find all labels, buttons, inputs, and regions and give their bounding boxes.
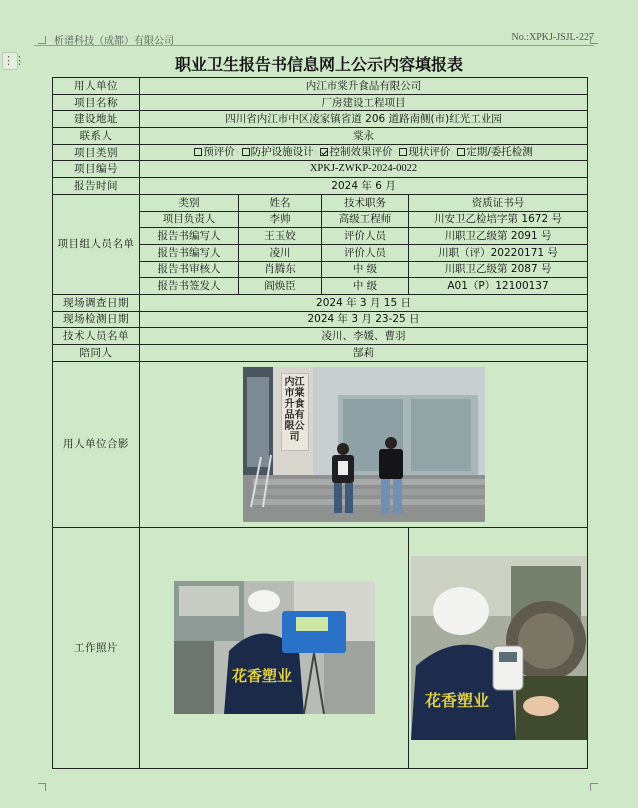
company-sign [281, 373, 309, 451]
work-photo-cell-2 [409, 527, 588, 768]
work-photo-label: 工作照片 [53, 527, 140, 768]
member-role: 报告书编写人 [140, 228, 239, 245]
team-header-row [53, 194, 588, 211]
group-photo-label: 用人单位合影 [53, 361, 140, 527]
address-label: 建设地址 [53, 111, 140, 128]
report-time-label: 报告时间 [53, 178, 140, 195]
member-title: 中 级 [322, 278, 409, 295]
table-row [53, 94, 588, 111]
test-date-label: 现场检测日期 [53, 311, 140, 328]
member-name: 凌川 [239, 244, 322, 261]
table-move-handle-icon[interactable]: ⋮⋮ [2, 52, 18, 70]
category-option[interactable]: 预评价 [194, 146, 235, 158]
document-title: 职业卫生报告书信息网上公示内容填报表 [174, 55, 463, 74]
member-title: 评价人员 [322, 244, 409, 261]
report-time-value: 2024 年 6 月 [140, 178, 588, 195]
survey-date-label: 现场调查日期 [53, 294, 140, 311]
header-doc-number: No.:XPKJ-JSJL-227 [511, 32, 594, 43]
member-role: 报告书编写人 [140, 244, 239, 261]
checkbox-icon [242, 148, 250, 156]
project-no-label: 项目编号 [53, 161, 140, 178]
category-label: 项目类别 [53, 144, 140, 161]
table-row [53, 78, 588, 95]
employer-label: 用人单位 [53, 78, 140, 95]
checkbox-checked-icon [320, 148, 328, 156]
header-company: 析谱科技（成都）有限公司 [54, 36, 174, 47]
member-title: 中 级 [322, 261, 409, 278]
employer-value: 内江市棠升食品有限公司 [140, 78, 588, 95]
group-photo [243, 367, 485, 522]
crop-mark [38, 36, 46, 44]
work-photo-cell-1 [140, 527, 409, 768]
table-row [53, 111, 588, 128]
survey-date-value: 2024 年 3 月 15 日 [140, 294, 588, 311]
member-name: 王玉姣 [239, 228, 322, 245]
table-row [53, 311, 588, 328]
table-row [53, 128, 588, 145]
escort-label: 陪同人 [53, 345, 140, 362]
member-cert: 川安卫乙检培字第 1672 号 [409, 211, 588, 228]
test-date-value: 2024 年 3 月 23-25 日 [140, 311, 588, 328]
page-header [34, 28, 594, 46]
contact-value: 棠永 [140, 128, 588, 145]
member-name: 李帅 [239, 211, 322, 228]
category-options: 预评价· 防护设施设计· 控制效果评价· 现状评价· 定期/委托检测 [140, 144, 588, 161]
crop-mark [590, 36, 598, 44]
work-photo-row [53, 527, 588, 768]
table-row [53, 328, 588, 345]
team-label: 项目组人员名单 [53, 194, 140, 294]
company-sign-text: 内江市棠升食品有限公司 [284, 376, 305, 443]
table-row [53, 178, 588, 195]
tech-staff-value: 凌川、李媛、曹羽 [140, 328, 588, 345]
escort-value: 郜莉 [140, 345, 588, 362]
work-photo-1-image [174, 581, 375, 714]
contact-label: 联系人 [53, 128, 140, 145]
vest-text: 花香塑业 [231, 667, 292, 686]
member-title: 评价人员 [322, 228, 409, 245]
category-option[interactable]: 防护设施设计 [242, 146, 314, 158]
table-row [53, 144, 588, 161]
member-cert: 川职卫乙级第 2087 号 [409, 261, 588, 278]
category-option[interactable]: 控制效果评价 [320, 146, 392, 158]
project-no-value: XPKJ-ZWKP-2024-0022 [140, 161, 588, 178]
table-row [53, 161, 588, 178]
table-row [53, 345, 588, 362]
address-value: 四川省内江市中区凌家镇省道 206 道路南侧(市)红光工业园 [140, 111, 588, 128]
work-photo-2 [411, 556, 588, 740]
member-role: 项目负责人 [140, 211, 239, 228]
vest-text: 花香塑业 [425, 690, 490, 710]
member-cert: 川职（评）20220171 号 [409, 244, 588, 261]
project-name-label: 项目名称 [53, 94, 140, 111]
team-header-role: 类别 [140, 194, 239, 211]
checkbox-icon [194, 148, 202, 156]
member-name: 肖腾东 [239, 261, 322, 278]
crop-mark [590, 783, 598, 791]
member-title: 高级工程师 [322, 211, 409, 228]
team-header-title: 技术职务 [322, 194, 409, 211]
member-cert: 川职卫乙级第 2091 号 [409, 228, 588, 245]
member-role: 报告书签发人 [140, 278, 239, 295]
member-cert: A01（P）12100137 [409, 278, 588, 295]
group-photo-image [243, 367, 485, 522]
tech-staff-label: 技术人员名单 [53, 328, 140, 345]
table-row [53, 294, 588, 311]
member-role: 报告书审核人 [140, 261, 239, 278]
team-header-name: 姓名 [239, 194, 322, 211]
group-photo-row [53, 361, 588, 527]
work-photo-1 [174, 581, 375, 714]
category-option[interactable]: 现状评价 [399, 146, 450, 158]
team-header-cert: 资质证书号 [409, 194, 588, 211]
member-name: 阎焕臣 [239, 278, 322, 295]
category-option[interactable]: 定期/委托检测 [457, 146, 533, 158]
work-photo-2-image [411, 556, 588, 740]
checkbox-icon [457, 148, 465, 156]
disclosure-table [52, 77, 588, 769]
checkbox-icon [399, 148, 407, 156]
group-photo-cell [140, 361, 588, 527]
project-name-value: 厂房建设工程项目 [140, 94, 588, 111]
crop-mark [38, 783, 46, 791]
